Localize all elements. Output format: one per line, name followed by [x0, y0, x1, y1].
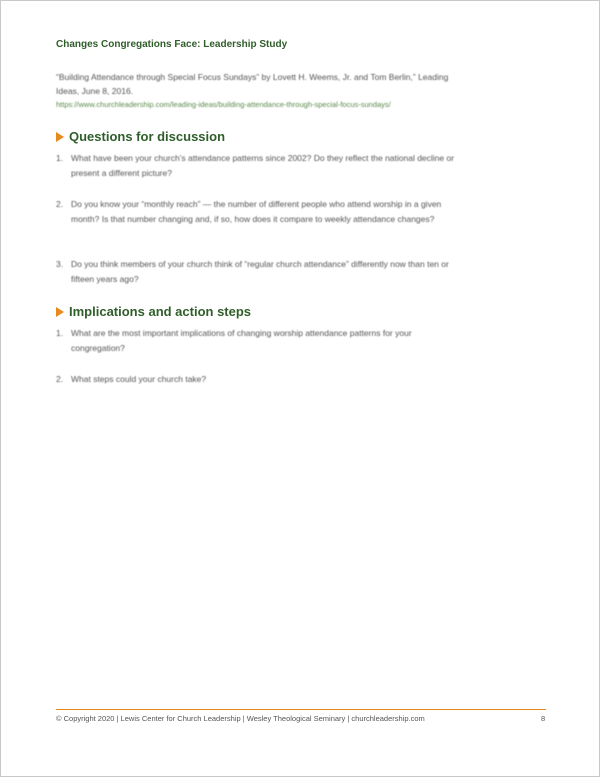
item-text: Do you think members of your church think of “regular church attendance” differently now than ten or fifteen years ago?: [71, 259, 449, 284]
page-number: 8: [541, 714, 546, 723]
footer-divider: [56, 709, 546, 710]
item-text: What have been your church’s attendance patterns since 2002? Do they reflect the national decline or present a different picture?: [71, 153, 455, 178]
footer-copyright: © Copyright 2020 | Lewis Center for Church Leadership | Wesley Theological Seminary | churchleadership.com: [56, 714, 425, 723]
triangle-bullet-icon: [56, 132, 64, 142]
list-item: [56, 151, 456, 180]
section-heading-text: Questions for discussion: [69, 129, 226, 144]
section-title-questions: [56, 129, 225, 144]
list-item: [56, 197, 456, 226]
citation-text: “Building Attendance through Special Focus Sundays” by Lovett H. Weems, Jr. and Tom Berlin,” Leading Ideas, June 8, 2016.: [56, 72, 449, 96]
item-number: 1.: [56, 153, 64, 163]
list-item: [56, 326, 456, 355]
item-number: 1.: [56, 328, 64, 338]
item-text: What are the most important implications of changing worship attendance patterns for your congregation?: [71, 328, 412, 353]
list-item: [56, 257, 456, 286]
item-text: Do you know your “monthly reach” — the number of different people who attend worship in a given month? Is that number changing and, if so, how does it compare to weekly attendance changes?: [71, 199, 442, 224]
item-text: What steps could your church take?: [71, 374, 207, 384]
citation: [56, 70, 456, 112]
triangle-bullet-icon: [56, 307, 64, 317]
item-number: 2.: [56, 199, 64, 209]
item-number: 2.: [56, 374, 64, 384]
page-header-title: Changes Congregations Face: Leadership Study: [56, 39, 288, 50]
section-heading-text: Implications and action steps: [69, 304, 252, 319]
item-number: 3.: [56, 259, 64, 269]
citation-url[interactable]: https://www.churchleadership.com/leading-ideas/building-attendance-through-special-focus-sundays/: [56, 100, 391, 109]
section-title-implications: [56, 304, 251, 319]
list-item: [56, 372, 456, 387]
